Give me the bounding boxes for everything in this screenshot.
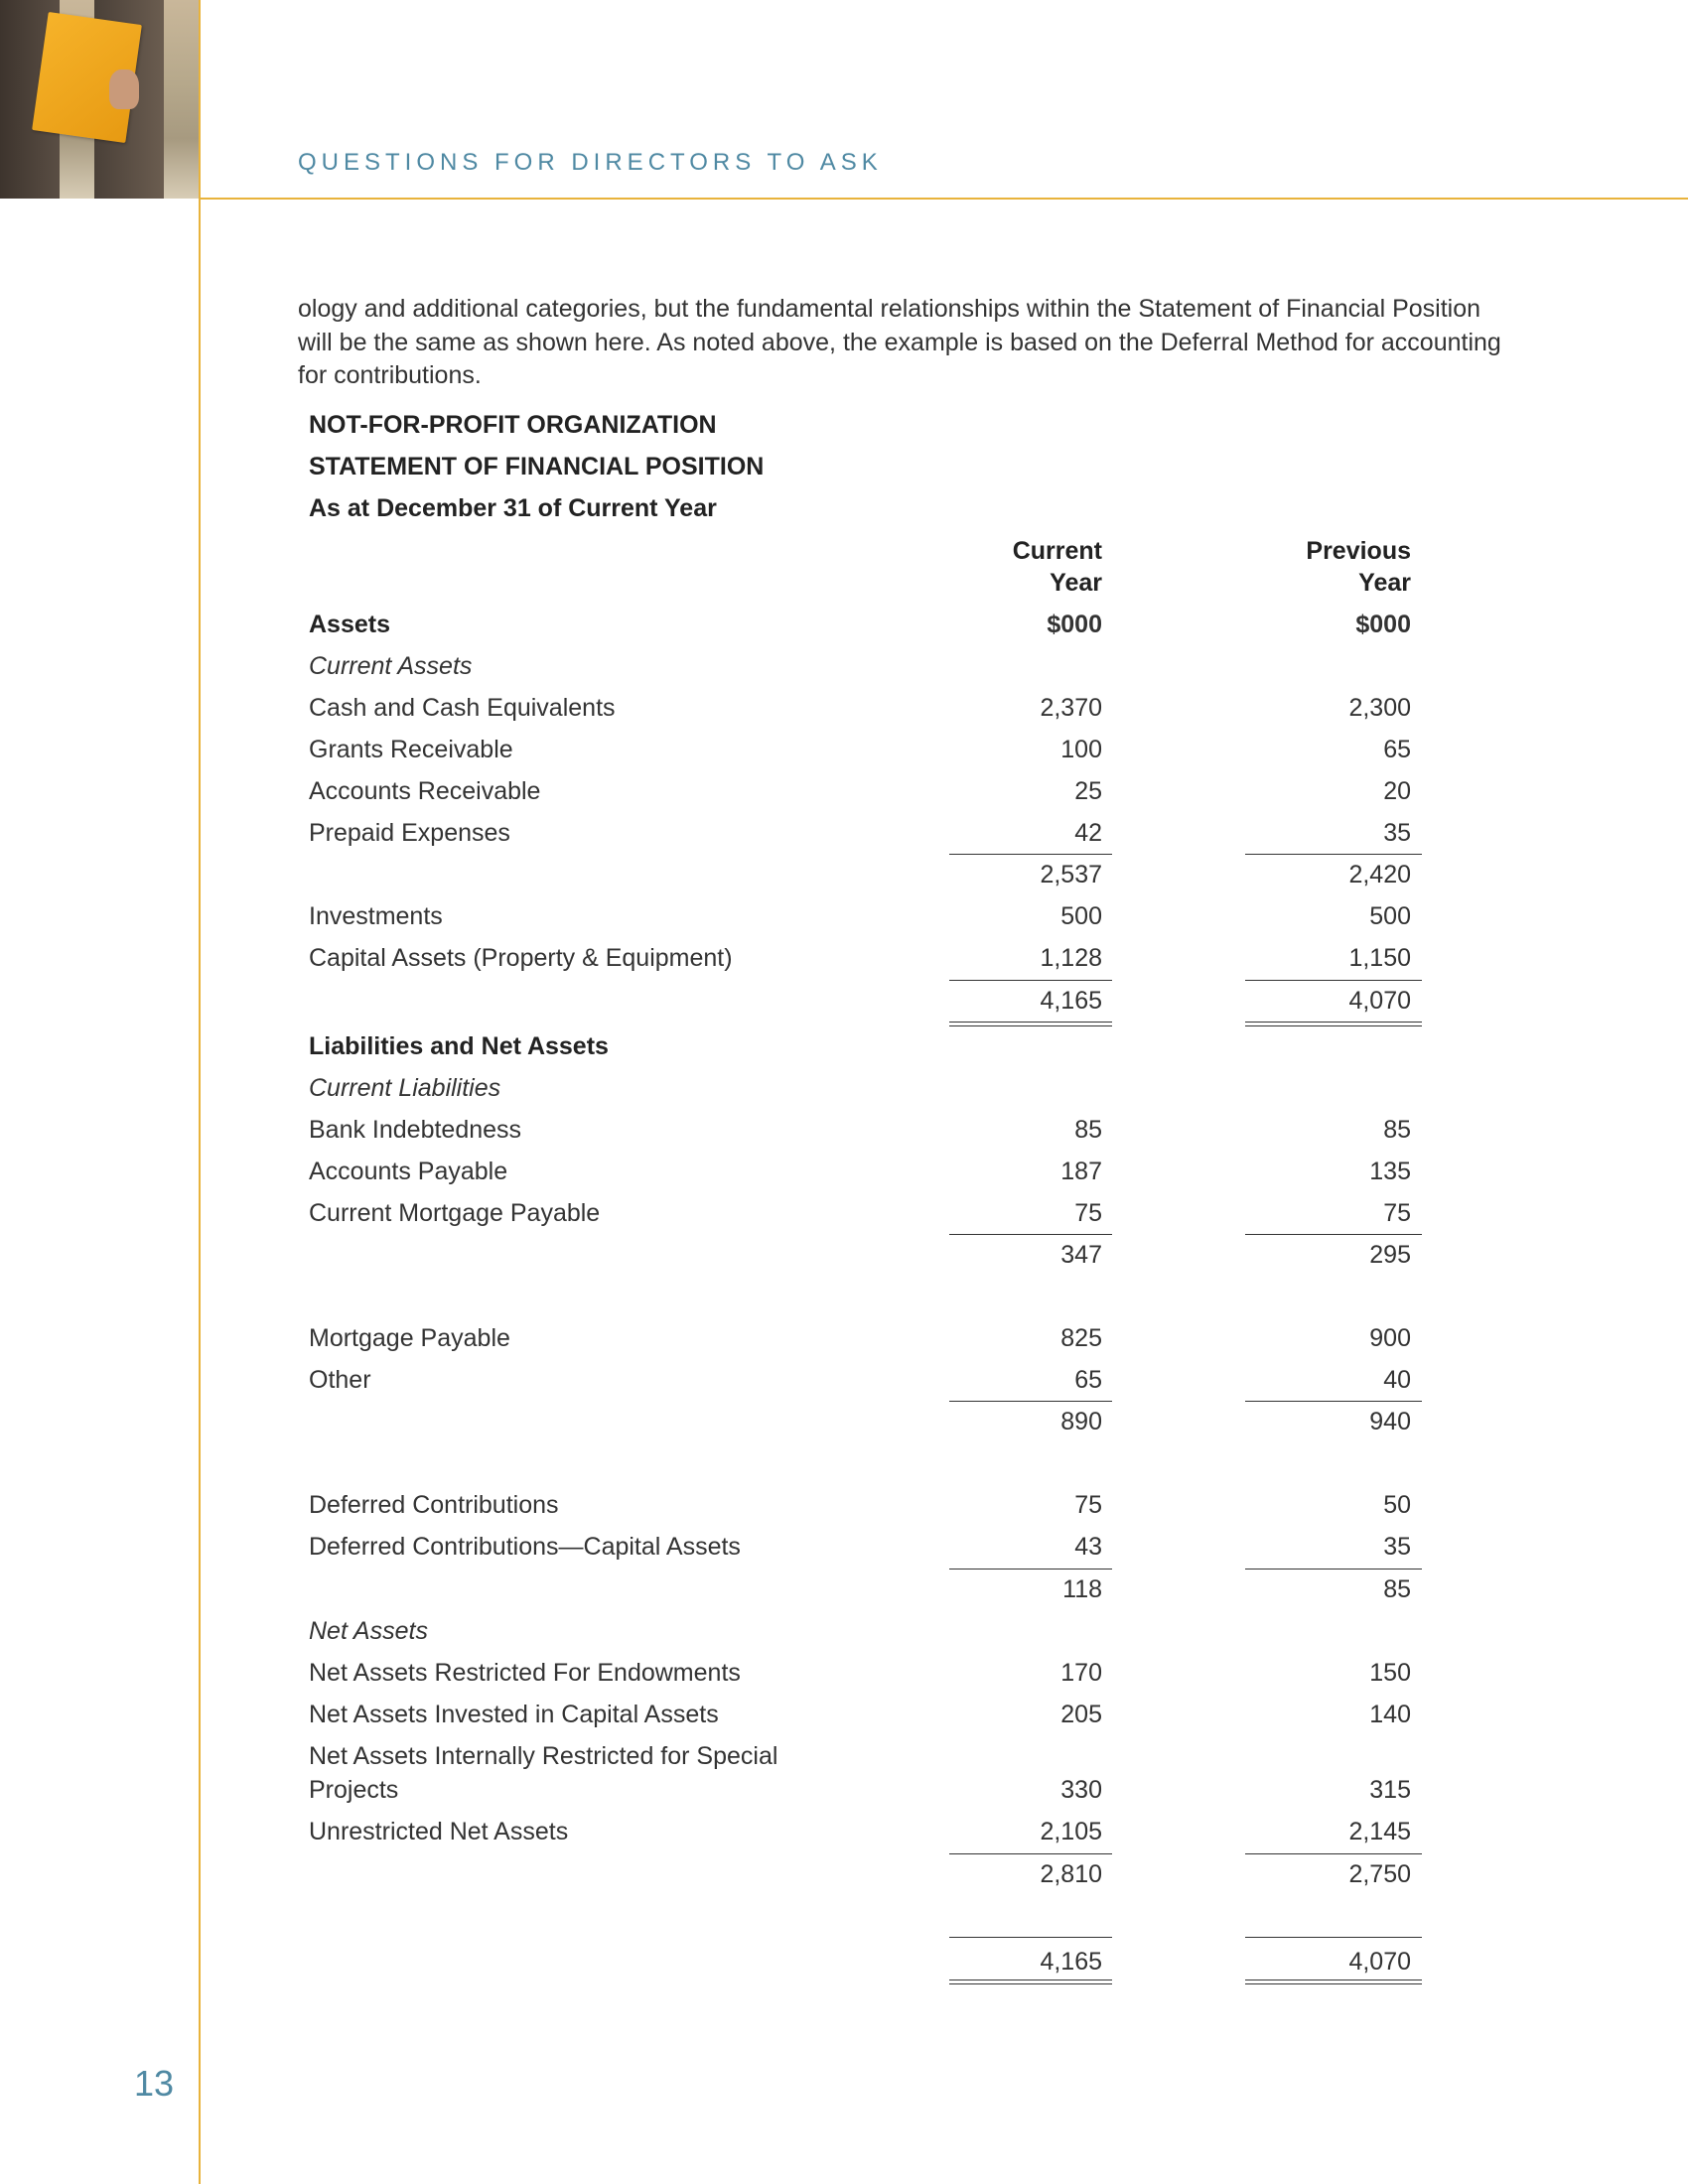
statement-date: As at December 31 of Current Year xyxy=(309,494,717,522)
assets-heading-row: Assets $000 $000 xyxy=(309,611,1411,638)
running-header: QUESTIONS FOR DIRECTORS TO ASK xyxy=(298,149,883,176)
table-row: Other 65 40 xyxy=(309,1366,1411,1394)
table-row: Mortgage Payable 825 900 xyxy=(309,1324,1411,1352)
subtotal-row: 2,810 2,750 xyxy=(1040,1860,1411,1888)
current-assets-heading: Current Assets xyxy=(309,652,473,680)
table-row: Investments 500 500 xyxy=(309,902,1411,930)
total-double-rule xyxy=(949,1022,1112,1026)
subtotal-rule xyxy=(1245,1853,1422,1854)
total-double-rule xyxy=(1245,1979,1422,1984)
unit-previous: $000 xyxy=(1355,611,1411,638)
table-row: Accounts Payable 187 135 xyxy=(309,1158,1411,1185)
subtotal-rule xyxy=(1245,980,1422,981)
subtotal-row: 890 940 xyxy=(1060,1408,1411,1435)
table-row: Current Mortgage Payable 75 75 xyxy=(309,1199,1411,1227)
table-row: Grants Receivable 100 65 xyxy=(309,736,1411,763)
intro-paragraph: ology and additional categories, but the fundamental relationships within the Statement of Financial Position will be the same as shown here. As noted above, the example is based on the Deferral Method for accounting for contributions. xyxy=(298,295,1501,389)
subtotal-rule xyxy=(1245,1569,1422,1570)
total-row: 4,165 4,070 xyxy=(1040,987,1411,1015)
unit-current: $000 xyxy=(1047,611,1102,638)
table-row: Capital Assets (Property & Equipment) 1,128 1,150 xyxy=(309,944,1411,972)
grand-total-rule xyxy=(949,1937,1112,1938)
subtotal-rule xyxy=(949,1569,1112,1570)
table-row: Cash and Cash Equivalents 2,370 2,300 xyxy=(309,694,1411,722)
statement-title: STATEMENT OF FINANCIAL POSITION xyxy=(309,453,765,480)
table-row: Unrestricted Net Assets 2,105 2,145 xyxy=(309,1818,1411,1845)
subtotal-row: 118 85 xyxy=(1062,1575,1411,1603)
subtotal-rule xyxy=(1245,1401,1422,1402)
header-rule xyxy=(199,198,1688,200)
grand-total-row: 4,165 4,070 xyxy=(1040,1948,1411,1976)
subtotal-rule xyxy=(949,980,1112,981)
net-assets-heading: Net Assets xyxy=(309,1617,428,1645)
subtotal-rule xyxy=(949,854,1112,855)
table-row: Prepaid Expenses 42 35 xyxy=(309,819,1411,847)
grand-total-rule xyxy=(1245,1937,1422,1938)
liabilities-heading-row: Liabilities and Net Assets xyxy=(309,1032,609,1060)
statement-org: NOT-FOR-PROFIT ORGANIZATION xyxy=(309,411,717,439)
page-number: 13 xyxy=(134,2063,175,2104)
table-row: Bank Indebtedness 85 85 xyxy=(309,1116,1411,1144)
subtotal-row: 347 295 xyxy=(1060,1241,1411,1269)
subtotal-rule xyxy=(1245,1234,1422,1235)
table-row: Projects 330 315 xyxy=(309,1776,1411,1804)
subtotal-rule xyxy=(949,1853,1112,1854)
subtotal-row: 2,537 2,420 xyxy=(1040,861,1411,888)
table-row: Accounts Receivable 25 20 xyxy=(309,777,1411,805)
total-double-rule xyxy=(949,1979,1112,1984)
current-liabilities-heading: Current Liabilities xyxy=(309,1074,501,1102)
table-row: Net Assets Restricted For Endowments 170 150 xyxy=(309,1659,1411,1687)
header-photo xyxy=(0,0,199,199)
table-row: Net Assets Internally Restricted for Special xyxy=(309,1742,778,1770)
table-row: Deferred Contributions 75 50 xyxy=(309,1491,1411,1519)
subtotal-rule xyxy=(949,1401,1112,1402)
total-double-rule xyxy=(1245,1022,1422,1026)
table-row: Net Assets Invested in Capital Assets 205 140 xyxy=(309,1701,1411,1728)
column-header-current: Current Year xyxy=(1012,537,1102,597)
column-header-previous: Previous Year xyxy=(1306,537,1411,597)
subtotal-rule xyxy=(949,1234,1112,1235)
table-row: Deferred Contributions—Capital Assets 43 35 xyxy=(309,1533,1411,1561)
subtotal-rule xyxy=(1245,854,1422,855)
